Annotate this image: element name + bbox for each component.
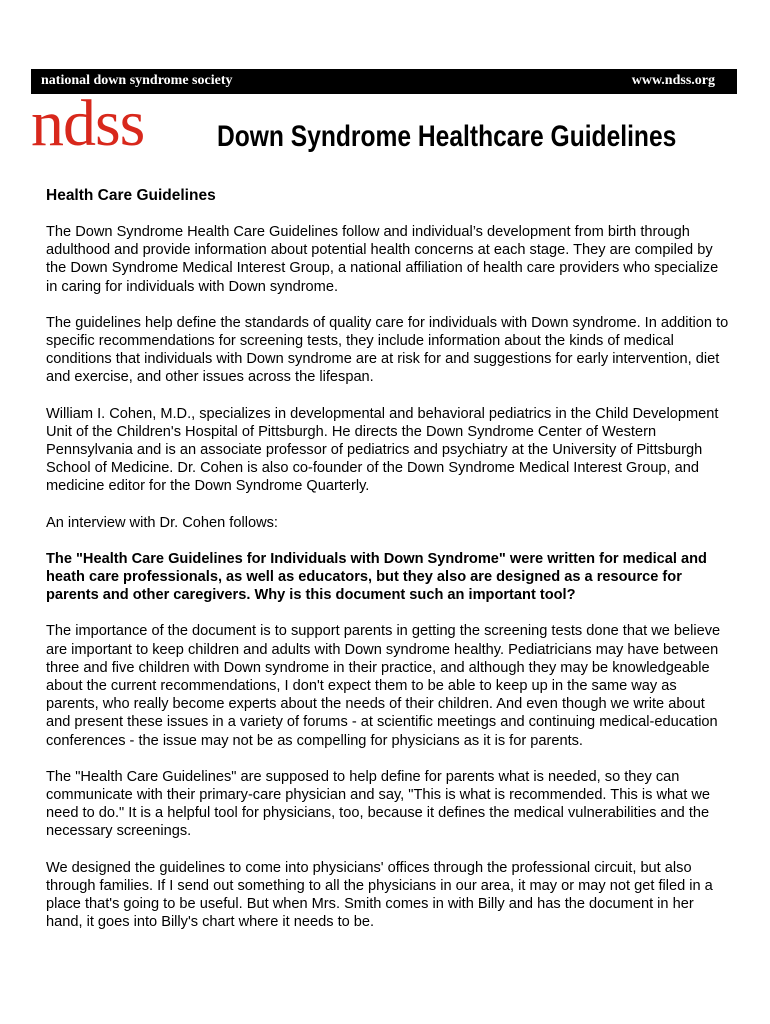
org-name: national down syndrome society <box>41 73 233 88</box>
paragraph-answer-3: We designed the guidelines to come into physicians' offices through the professional circuit, but also through families. If I send out something to all the physicians in our area, it may or may not get filed in a place that's going to be useful. But when Mrs. Smith comes in with Billy and has the document in her hand, it goes into Billy's chart where it needs to be. <box>46 859 713 931</box>
paragraph-interview-intro: An interview with Dr. Cohen follows: <box>46 514 278 531</box>
ndss-logo: ndss <box>31 87 145 160</box>
paragraph-answer-1: The importance of the document is to support parents in getting the screening tests done that we believe are important to keep children and adults with Down syndrome healthy. Pediatricians may have between three and five children with Down syndrome in their practice, and although they may be knowledgeable about the current recommendations, I don't expect them to be able to keep up in the same way as parents, who really become experts about the needs of their children. And even though we write about and present these issues in a variety of forums - at scientific meetings and continuing medical-education conferences - the issue may not be as compelling for physicians as it is for parents. <box>46 623 721 749</box>
site-url[interactable]: www.ndss.org <box>631 73 715 88</box>
article-body <box>46 186 730 950</box>
page-title: Down Syndrome Healthcare Guidelines <box>217 120 677 153</box>
paragraph-author-bio: William I. Cohen, M.D., specializes in developmental and behavioral pediatrics in the Child Development Unit of the Children's Hospital of Pittsburgh. He directs the Down Syndrome Center of Western Pennsylvania and is an associate professor of pediatrics and psychiatry at the University of Pittsburgh School of Medicine. Dr. Cohen is also co-founder of the Down Syndrome Medical Interest Group, and medicine editor for the Down Syndrome Quarterly. <box>46 405 719 495</box>
paragraph-standards: The guidelines help define the standards of quality care for individuals with Down syndrome. In addition to specific recommendations for screening tests, they include information about the kinds of medical conditions that individuals with Down syndrome are at risk for and suggestions for early intervention, diet and exercise, and other issues across the lifespan. <box>46 314 729 386</box>
paragraph-answer-2: The "Health Care Guidelines" are supposed to help define for parents what is needed, so they can communicate with their primary-care physician and say, "This is what is recommended. This is what we need to do." It is a helpful tool for physicians, too, because it defines the medical vulnerabilities and the necessary screenings. <box>46 768 711 840</box>
section-heading: Health Care Guidelines <box>46 187 216 204</box>
interview-question: The "Health Care Guidelines for Individuals with Down Syndrome" were written for medical and heath care professionals, as well as educators, but they also are designed as a resource for parents and other caregivers. Why is this document such an important tool? <box>46 550 707 604</box>
paragraph-intro: The Down Syndrome Health Care Guidelines follow and individual’s development from birth through adulthood and provide information about potential health concerns at each stage. They are compiled by the Down Syndrome Medical Interest Group, a national affiliation of health care providers who specialize in caring for individuals with Down syndrome. <box>46 224 719 295</box>
